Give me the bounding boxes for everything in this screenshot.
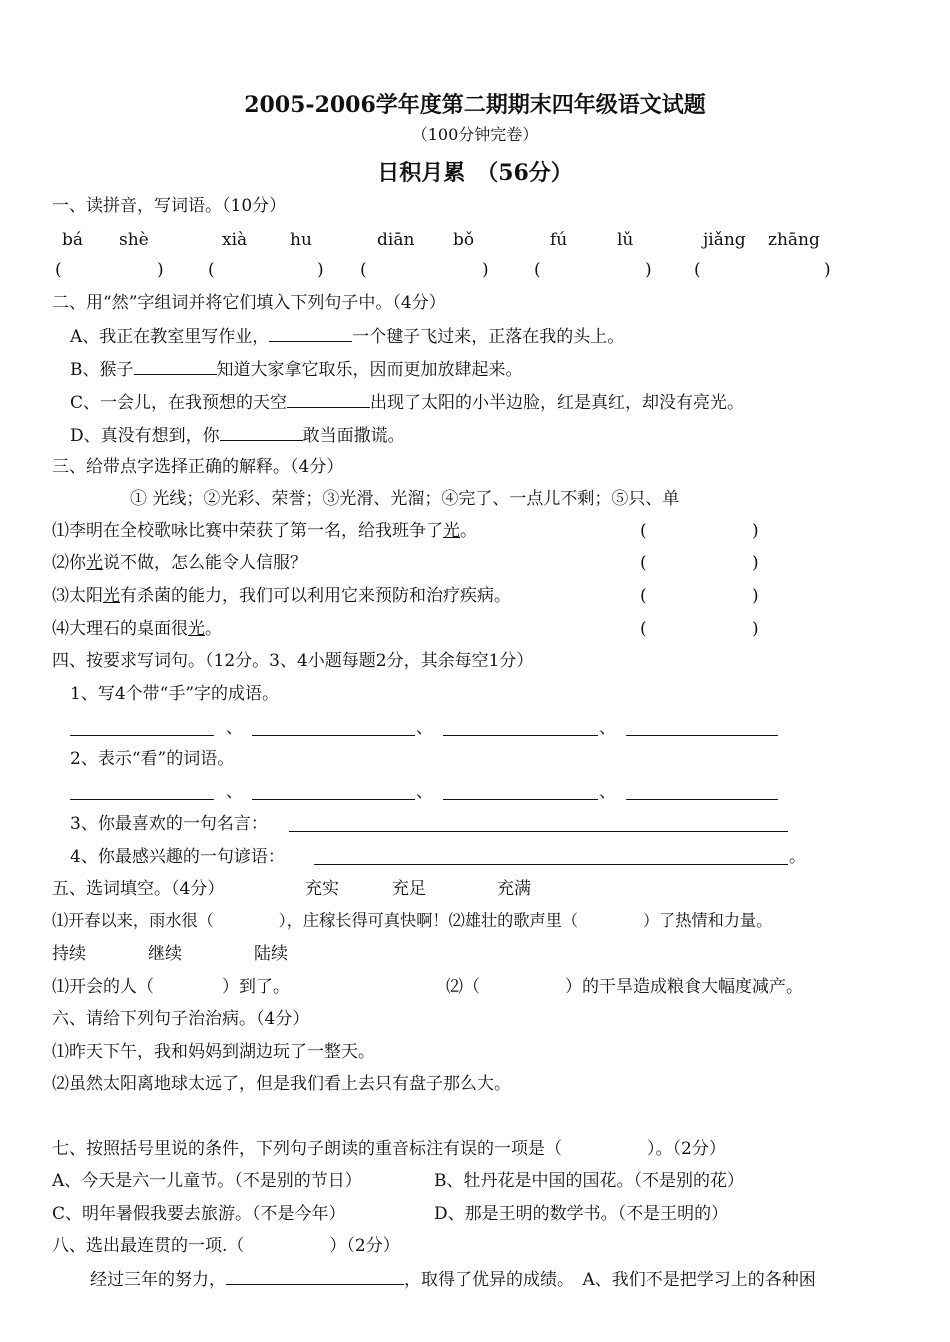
q2-blank-a[interactable] (269, 325, 352, 342)
pinyin-8: lǔ (617, 230, 634, 250)
q4-1-sep-1: 、 (226, 718, 243, 738)
q2-item-a: A、我正在教室里写作业， 一个毽子飞过来，正落在我的头上。 (70, 327, 625, 347)
q2-item-b: B、猴子 知道大家拿它取乐，因而更加放肆起来。 (70, 360, 523, 380)
q4-2-blank-4[interactable] (626, 799, 778, 800)
q8-blank[interactable] (226, 1268, 404, 1285)
q3-paren-close-1: ) (752, 521, 759, 541)
q4-2-sep-2: 、 (416, 782, 433, 802)
q2-item-d: D、真没有想到，你 敢当面撒谎。 (70, 426, 405, 446)
q1-paren-close-3: ) (482, 260, 489, 280)
pinyin-5: diān (377, 230, 415, 250)
q5-sentence-2a: ⑴开会的人（ ）到了。 (52, 977, 290, 997)
q3-paren-close-2: ) (752, 553, 759, 573)
q3-paren-open-2: ( (640, 553, 647, 573)
exam-subtitle: （100分钟完卷） (411, 125, 539, 144)
q1-heading: 一、读拼音，写词语。（10分） (52, 196, 287, 216)
q5-word-1: 充实 (305, 879, 339, 899)
q7-heading: 七、按照括号里说的条件，下列句子朗读的重音标注有误的一项是（ ）。（2分） (52, 1139, 726, 1159)
pinyin-4: hu (290, 230, 312, 250)
q3-sentence-3: ⑶太阳光有杀菌的能力，我们可以利用它来预防和治疗疾病。 (52, 586, 511, 606)
q1-paren-open-1: ( (55, 260, 62, 280)
q3-paren-open-1: ( (640, 521, 647, 541)
pinyin-7: fú (550, 230, 568, 250)
q2-blank-d[interactable] (220, 424, 303, 441)
q1-paren-open-4: ( (534, 260, 541, 280)
q5-word-4: 持续 (52, 944, 86, 964)
q4-heading: 四、按要求写词句。（12分。3、4小题每题2分，其余每空1分） (52, 651, 534, 671)
q2-heading: 二、用“然”字组词并将它们填入下列句子中。（4分） (52, 293, 446, 313)
q8-sentence: 经过三年的努力， ，取得了优异的成绩。 A、我们不是把学习上的各种困 (90, 1270, 816, 1290)
q5-word-5: 继续 (148, 944, 182, 964)
pinyin-9: jiǎng (703, 230, 746, 250)
q4-1-sep-3: 、 (599, 718, 616, 738)
q5-word-6: 陆续 (254, 944, 288, 964)
pinyin-6: bǒ (453, 230, 475, 250)
q4-1-blank-3[interactable] (443, 735, 598, 736)
q5-sentence-1: ⑴开春以来，雨水很（ ），庄稼长得可真快啊！⑵雄壮的歌声里（ ）了热情和力量。 (52, 911, 773, 930)
q7-option-b: B、牡丹花是中国的国花。（不是别的花） (434, 1171, 744, 1191)
q4-2-sep-3: 、 (599, 782, 616, 802)
pinyin-3: xià (222, 230, 248, 250)
q1-paren-open-3: ( (360, 260, 367, 280)
q4-item-2: 2、表示“看”的词语。 (70, 749, 235, 769)
q4-1-sep-2: 、 (416, 718, 433, 738)
q6-heading: 六、请给下列句子治治病。（4分） (52, 1009, 310, 1029)
q1-paren-close-2: ) (317, 260, 324, 280)
q3-paren-open-4: ( (640, 619, 647, 639)
q4-2-blank-3[interactable] (443, 799, 598, 800)
q4-1-blank-1[interactable] (70, 735, 214, 736)
q8-heading: 八、选出最连贯的一项.（ ）（2分） (52, 1236, 400, 1256)
q3-sentence-1: ⑴李明在全校歌咏比赛中荣获了第一名，给我班争了光。 (52, 521, 477, 541)
q4-1-blank-4[interactable] (626, 735, 778, 736)
q6-sentence-1: ⑴昨天下午，我和妈妈到湖边玩了一整天。 (52, 1042, 375, 1062)
pinyin-10: zhāng (768, 230, 820, 250)
q4-2-blank-1[interactable] (70, 799, 214, 800)
q3-options: ① 光线；②光彩、荣誉；③光滑、光溜；④完了、一点儿不剩；⑤只、单 (130, 489, 680, 509)
q4-1-blank-2[interactable] (252, 735, 415, 736)
q4-2-sep-1: 、 (226, 782, 243, 802)
q3-heading: 三、给带点字选择正确的解释。（4分） (52, 457, 344, 477)
q1-paren-close-1: ) (157, 260, 164, 280)
q5-word-2: 充足 (392, 879, 426, 899)
q7-option-a: A、今天是六一儿童节。（不是别的节日） (52, 1171, 362, 1191)
q2-blank-c[interactable] (287, 391, 370, 408)
q4-4-period: 。 (789, 847, 806, 867)
q4-2-blank-2[interactable] (252, 799, 415, 800)
q1-paren-close-4: ) (645, 260, 652, 280)
q3-paren-close-3: ) (752, 586, 759, 606)
q3-sentence-2: ⑵你光说不做，怎么能令人信服？ (52, 553, 307, 573)
q5-heading: 五、选词填空。（4分） (52, 879, 225, 899)
q4-4-blank[interactable] (314, 864, 788, 865)
q5-sentence-2b: ⑵（ ）的干旱造成粮食大幅度减产。 (446, 977, 803, 997)
q7-option-d: D、那是王明的数学书。（不是王明的） (434, 1204, 729, 1224)
pinyin-2: shè (119, 230, 149, 250)
q4-item-3: 3、你最喜欢的一句名言： (70, 814, 268, 834)
q7-option-c: C、明年暑假我要去旅游。（不是今年） (52, 1204, 346, 1224)
q6-sentence-2: ⑵虽然太阳离地球太远了，但是我们看上去只有盘子那么大。 (52, 1074, 511, 1094)
q3-paren-open-3: ( (640, 586, 647, 606)
q2-item-c: C、一会儿，在我预想的天空 出现了太阳的小半边脸，红是真红，却没有亮光。 (70, 393, 745, 413)
q1-paren-open-2: ( (208, 260, 215, 280)
pinyin-1: bá (62, 230, 84, 250)
q4-item-1: 1、写4个带“手”字的成语。 (70, 684, 280, 704)
section-heading: 日积月累 （56分） (377, 160, 573, 186)
q5-word-3: 充满 (497, 879, 531, 899)
q2-blank-b[interactable] (134, 358, 217, 375)
q3-paren-close-4: ) (752, 619, 759, 639)
q4-item-4: 4、你最感兴趣的一句谚语： (70, 847, 285, 867)
q4-3-blank[interactable] (289, 831, 788, 832)
q1-paren-close-5: ) (824, 260, 831, 280)
q3-sentence-4: ⑷大理石的桌面很光。 (52, 619, 222, 639)
exam-title: 2005-2006学年度第二期期末四年级语文试题 (244, 92, 706, 118)
q1-paren-open-5: ( (694, 260, 701, 280)
